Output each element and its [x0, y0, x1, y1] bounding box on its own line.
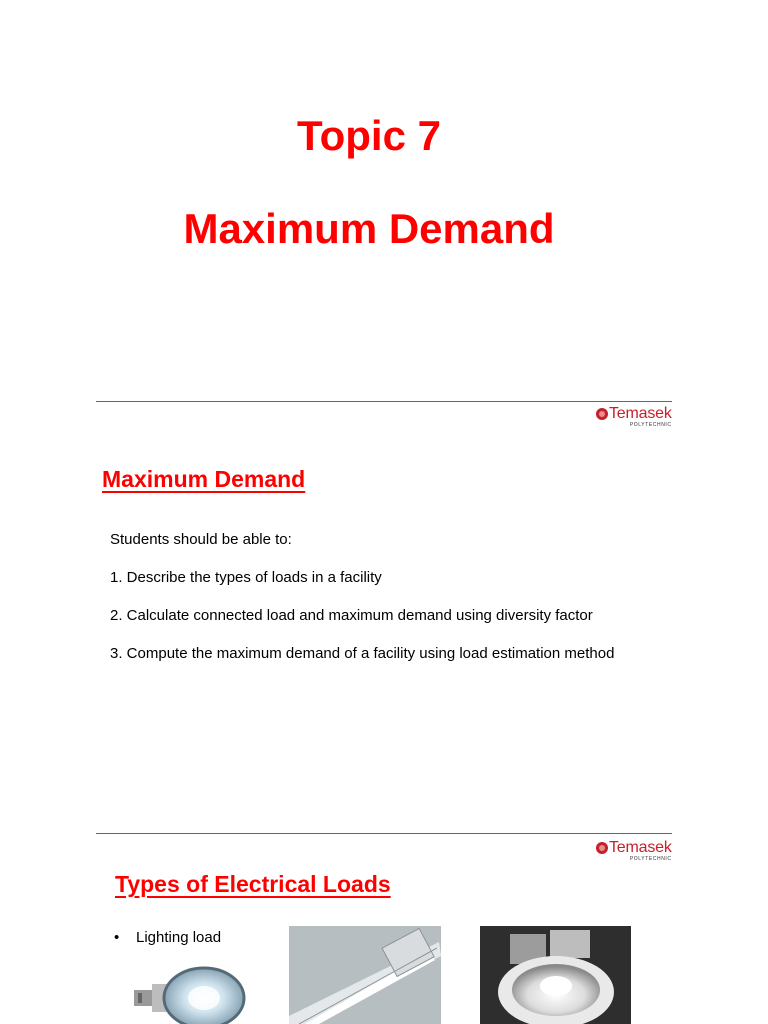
- logo-subtitle: POLYTECHNIC: [629, 856, 672, 862]
- fluorescent-batten-photo: [289, 926, 441, 1024]
- slide-divider: [96, 833, 672, 834]
- slide-divider: [96, 401, 672, 402]
- section-heading: Types of Electrical Loads: [115, 871, 391, 897]
- logo-name: Temasek: [609, 405, 672, 422]
- downlight-photo: [480, 926, 631, 1024]
- bullet-icon: •: [114, 929, 120, 946]
- logo-icon: [596, 408, 608, 420]
- intro-text: Students should be able to:: [110, 531, 292, 548]
- logo-subtitle: POLYTECHNIC: [629, 422, 672, 428]
- slide-title: Topic 7: [297, 112, 441, 159]
- slide-subtitle: Maximum Demand: [183, 205, 555, 252]
- temasek-logo: [596, 405, 672, 428]
- section-heading: Maximum Demand: [102, 466, 306, 492]
- bullet-label: Lighting load: [136, 929, 222, 946]
- logo-name: Temasek: [609, 839, 672, 856]
- halogen-bulb-photo: [130, 950, 250, 1024]
- objective-item: 2. Calculate connected load and maximum demand using diversity factor: [110, 607, 593, 624]
- objective-item: 3. Compute the maximum demand of a facility using load estimation method: [110, 645, 615, 662]
- logo-icon: [596, 842, 608, 854]
- objective-item: 1. Describe the types of loads in a facility: [110, 569, 382, 586]
- temasek-logo: [596, 839, 672, 862]
- bullet-item: [114, 929, 221, 946]
